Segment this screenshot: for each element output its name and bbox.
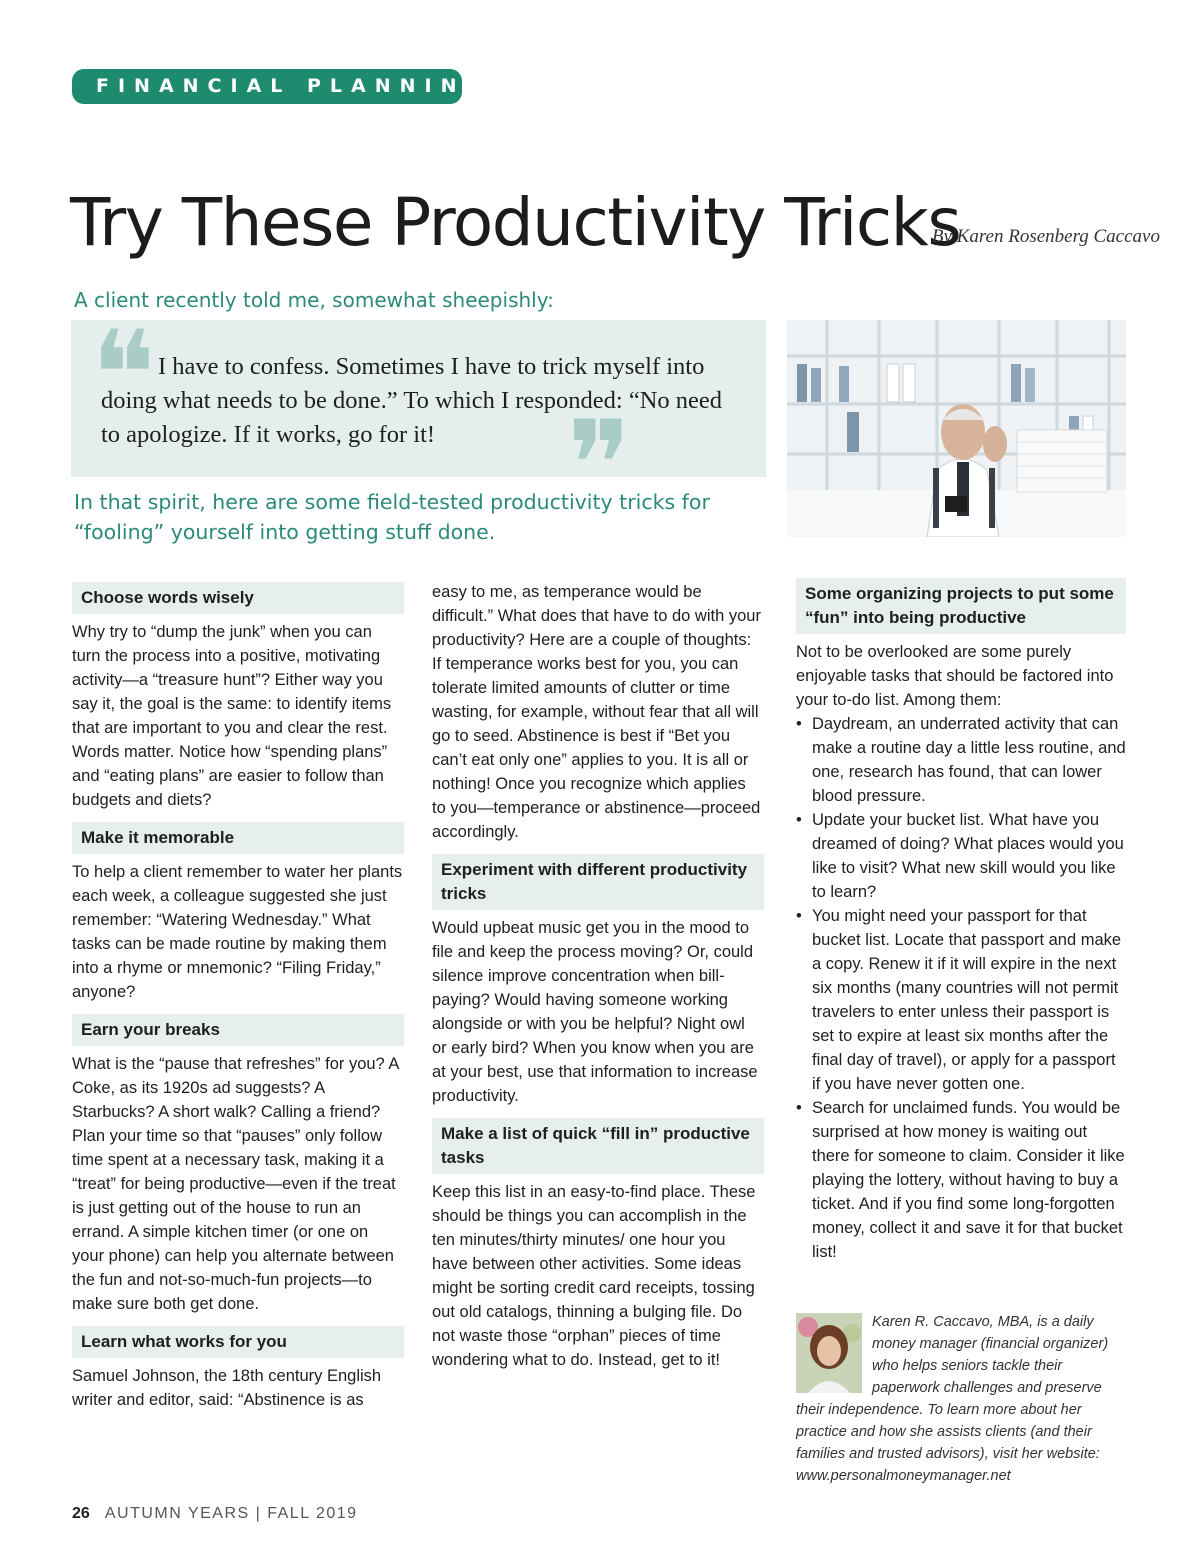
paragraph-experiment: Would upbeat music get you in the mood to file and keep the process moving? Or, could silence improve concentration when bill-paying? Would having someone working alongside or with you be helpful? Night owl or early bird? When you know when you are at your best, use that information to increase productivity. [432, 919, 758, 1105]
author-bio [796, 1311, 1130, 1487]
paragraph-breaks: What is the “pause that refreshes” for you? A Coke, as its 1920s ad suggests? A Starbucks? A short walk? Calling a friend? Plan your time so that “pauses” only follow time spent at a necessary task, making it a “treat” for being productive—even if the treat is just getting out of the house to run an errand. A simple kitchen timer (or one on your phone) can help you alternate between the fun and not-so-much-fun projects—to make sure both get done. [72, 1055, 399, 1313]
intro-lead: A client recently told me, somewhat sheepishly: [74, 288, 554, 312]
intro-followup: In that spirit, here are some field-tested productivity tricks for “fooling” yourself into getting stuff done. [74, 490, 710, 544]
paragraph-organizing: Not to be overlooked are some purely enjoyable tasks that should be factored into your to-do list. Among them: [796, 643, 1114, 709]
author-bio-text: Karen R. Caccavo, MBA, is a daily money manager (financial organizer) who helps seniors tackle their paperwork challenges and preserve their independence. To learn more about her practice and how she assists clients (and their families and trusted advisors), visit her website: www.personalmoneymanager.net [796, 1314, 1109, 1484]
list-item: • Update your bucket list. What have you dreamed of doing? What places would you like to visit? What new skill would you like to learn? [796, 808, 1126, 904]
subheading-fill-in: Make a list of quick “fill in” productive tasks [432, 1118, 764, 1174]
list-item: • Daydream, an underrated activity that can make a routine day a little less routine, and one, research has found, that can lower blood pressure. [796, 712, 1126, 808]
organizing-list [796, 712, 1126, 1264]
office-worker-photo [787, 320, 1126, 537]
section-tag: FINANCIAL PLANNING [72, 69, 462, 104]
paragraph-learn-continued: easy to me, as temperance would be difficult.” What does that have to do with your productivity? Here are a couple of thoughts: If temperance works best for you, you can tolerate limited amounts of clutter or time wasting, for example, without fear that all will go to seed. Abstinence is best if “Bet you can’t eat only one” applies to you. It is all or nothing! Once you recognize which applies to you—temperance or abstinence—proceed accordingly. [432, 583, 761, 841]
page-number: 26 [72, 1505, 90, 1522]
author-portrait [796, 1313, 862, 1393]
paragraph-choose-words: Why try to “dump the junk” when you can turn the process into a positive, motivating activity—a “treasure hunt”? Either way you say it, the goal is the same: to identify items that are important to you and clear the rest. Words matter. Notice how “spending plans” and “eating plans” are easier to follow than budgets and diets? [72, 623, 392, 809]
subheading-choose-words: Choose words wisely [72, 582, 404, 614]
open-quote-icon: ❝ [91, 306, 156, 445]
column-2 [432, 580, 764, 1382]
paragraph-fill-in: Keep this list in an easy-to-find place. These should be things you can accomplish in the ten minutes/thirty minutes/ one hour you have between other activities. Some ideas might be sorting credit card receipts, tossing out old catalogs, thinning a bulging file. Do not waste those “orphan” pieces of time wondering what to do. Instead, get to it! [432, 1183, 756, 1369]
pull-quote-text: I have to confess. Sometimes I have to trick myself into doing what needs to be done.” To which I responded: “No need to apologize. If it works, go for it! [101, 353, 723, 448]
subheading-organizing: Some organizing projects to put some “fun” into being productive [796, 578, 1126, 634]
page-footer [72, 1505, 358, 1523]
list-item: • You might need your passport for that bucket list. Locate that passport and make a copy. Renew it if it will expire in the next six months (many countries will not permit travelers to enter unless their passport is set to expire at least six months after the final day of travel), or apply for a passport if you have never gotten one. [796, 904, 1126, 1096]
subheading-learn: Learn what works for you [72, 1326, 404, 1358]
close-quote-icon: ❞ [567, 396, 632, 535]
publication-info: AUTUMN YEARS | FALL 2019 [104, 1505, 358, 1522]
paragraph-learn-start: Samuel Johnson, the 18th century English writer and editor, said: “Abstinence is as [72, 1367, 382, 1409]
byline: By Karen Rosenberg Caccavo [931, 226, 1160, 247]
photo-illustration [787, 320, 1126, 537]
paragraph-memorable: To help a client remember to water her plants each week, a colleague suggested she just remember: “Watering Wednesday.” What tasks can be made routine by making them into a rhyme or mnemonic? “Filing Friday,” anyone? [72, 863, 403, 1001]
subheading-experiment: Experiment with different productivity tricks [432, 854, 764, 910]
article-title: Try These Productivity Tricks [70, 184, 961, 261]
subheading-memorable: Make it memorable [72, 822, 404, 854]
column-3 [796, 578, 1126, 1264]
list-item: • Search for unclaimed funds. You would be surprised at how money is waiting out there for someone to claim. Consider it like playing the lottery, without having to buy a ticket. And if you find some long-forgotten money, collect it and save it for that bucket list! [796, 1096, 1126, 1264]
column-1 [72, 582, 404, 1422]
author-photo [796, 1313, 862, 1393]
subheading-breaks: Earn your breaks [72, 1014, 404, 1046]
